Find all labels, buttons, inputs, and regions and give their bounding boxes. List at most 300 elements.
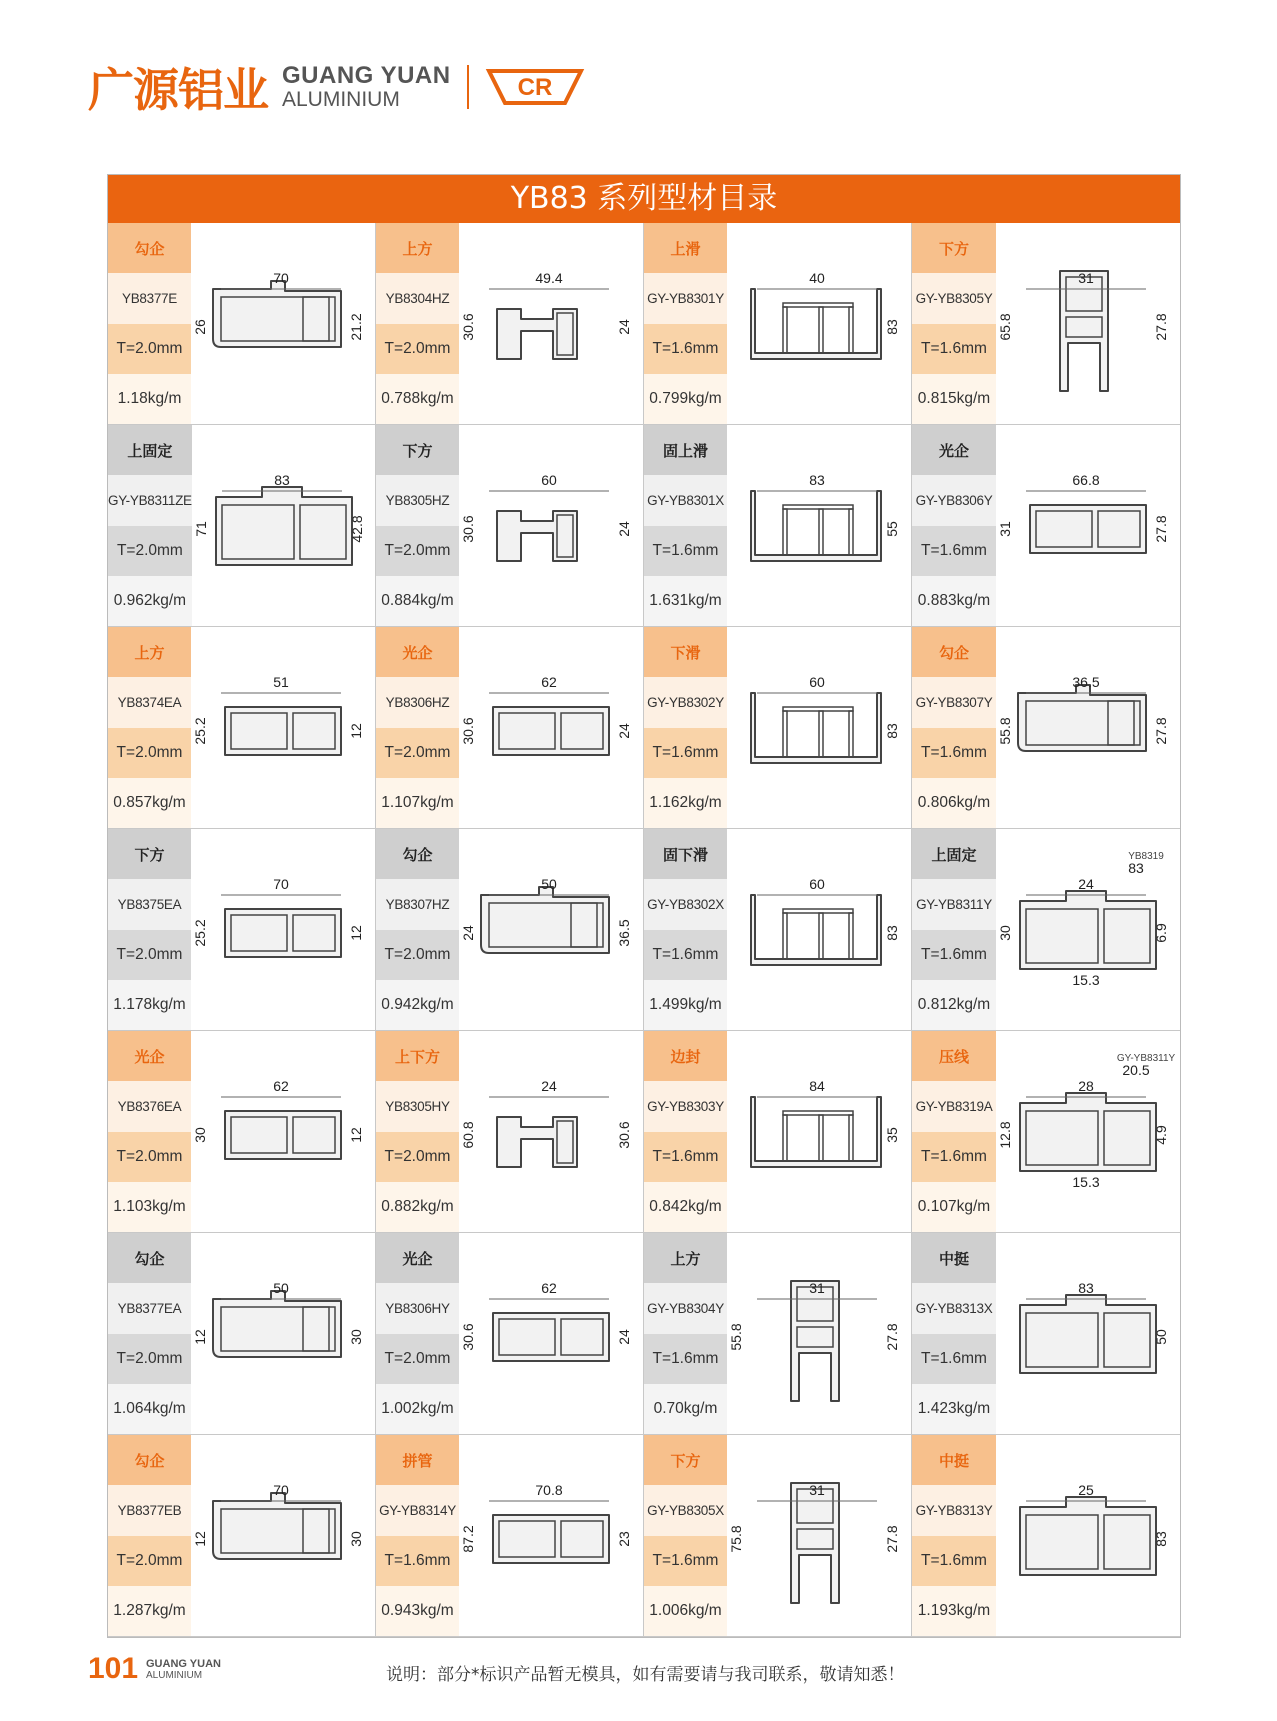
profile-outline: [213, 1291, 341, 1357]
dimension-label: 83: [884, 723, 900, 739]
profile-outline: [1018, 685, 1146, 751]
product-weight: 1.193kg/m: [912, 1586, 996, 1636]
profile-chamber: [783, 909, 853, 913]
profile-chamber: [819, 913, 823, 959]
product-info: [644, 1031, 727, 1232]
product-thickness: T=1.6mm: [644, 930, 727, 980]
product-thickness: T=1.6mm: [912, 930, 996, 980]
dimension-label: 83: [273, 472, 290, 488]
product-name: 上固定: [912, 829, 996, 879]
profile-chamber: [819, 1115, 823, 1161]
footer-brand: [146, 1658, 221, 1681]
profile-section-svg: [727, 627, 911, 829]
product-thickness: T=1.6mm: [912, 324, 996, 374]
dimension-label: 60.8: [460, 1121, 476, 1149]
dimension-label: 24: [616, 723, 632, 739]
product-name: 勾企: [108, 223, 191, 273]
dimension-label: 55.8: [997, 717, 1013, 745]
product-info: [376, 1233, 459, 1434]
product-code: YB8307HZ: [376, 879, 459, 929]
brand-divider: [467, 65, 469, 109]
profile-outline: [751, 491, 881, 561]
dimension-label: 27.8: [1153, 313, 1169, 341]
profile-section-svg: [191, 1233, 375, 1435]
product-cell: [912, 829, 1180, 1031]
dimension-label: 42.8: [348, 515, 365, 543]
product-code: YB8377EB: [108, 1485, 191, 1535]
profile-section-svg: [727, 425, 911, 627]
product-info: [108, 223, 191, 424]
dimension-label: 12: [348, 925, 364, 941]
profile-section-svg: [191, 223, 375, 425]
product-thickness: T=2.0mm: [108, 1132, 191, 1182]
profile-drawing: [996, 1031, 1180, 1232]
product-info: [376, 627, 459, 828]
product-code: GY-YB8305Y: [912, 273, 996, 323]
product-code: GY-YB8306Y: [912, 475, 996, 525]
product-weight: 0.788kg/m: [376, 374, 459, 424]
product-code: YB8305HZ: [376, 475, 459, 525]
product-weight: 1.287kg/m: [108, 1586, 191, 1636]
profile-chamber: [849, 913, 853, 959]
product-thickness: T=1.6mm: [644, 324, 727, 374]
dimension-label: 51: [273, 674, 289, 690]
dimension-label: 21.2: [348, 313, 364, 341]
profile-section-svg: [459, 1031, 643, 1233]
dimension-label: 12: [192, 1531, 208, 1547]
profile-section-svg: [996, 223, 1180, 425]
product-cell: [108, 829, 376, 1031]
dimension-label: 27.8: [1153, 717, 1169, 745]
dimension-label: 83: [1128, 860, 1144, 876]
profile-outline: [1020, 1093, 1156, 1171]
profile-section-svg: [191, 829, 375, 1031]
dimension-label: 70: [273, 270, 289, 286]
product-info: [644, 425, 727, 626]
product-cell: [912, 425, 1180, 627]
dimension-label: 70: [273, 1482, 289, 1498]
product-weight: 0.812kg/m: [912, 980, 996, 1030]
dimension-label: 50: [541, 876, 557, 892]
product-thickness: T=1.6mm: [644, 1334, 727, 1384]
profile-outline: [751, 693, 881, 763]
profile-section-svg: [192, 425, 376, 627]
profile-drawing: [459, 1435, 643, 1636]
product-weight: 0.857kg/m: [108, 778, 191, 828]
profile-section-svg: [727, 223, 911, 425]
product-name: 拼管: [376, 1435, 459, 1485]
dimension-label: 24: [1078, 876, 1094, 892]
brand-logo-text: CR: [517, 74, 552, 101]
profile-chamber: [819, 509, 823, 555]
product-thickness: T=1.6mm: [912, 1132, 996, 1182]
dimension-label: 30.6: [460, 313, 476, 341]
product-name: 光企: [912, 425, 996, 475]
profile-section-svg: [727, 1233, 911, 1435]
product-thickness: T=2.0mm: [108, 930, 191, 980]
profile-drawing: [996, 829, 1180, 1030]
product-cell: [912, 1233, 1180, 1435]
product-code: GY-YB8302Y: [644, 677, 727, 727]
brand-name-en-line2: ALUMINIUM: [282, 87, 400, 111]
product-info: [912, 1233, 996, 1434]
profile-chamber: [783, 307, 787, 353]
product-thickness: T=2.0mm: [108, 1536, 191, 1586]
product-weight: 0.70kg/m: [644, 1384, 727, 1434]
product-name: 勾企: [912, 627, 996, 677]
profile-drawing: [192, 425, 376, 626]
profile-drawing: [191, 1031, 375, 1232]
dimension-label: 49.4: [535, 270, 563, 286]
product-code: GY-YB8313X: [912, 1283, 996, 1333]
product-thickness: T=2.0mm: [108, 324, 191, 374]
product-name: 上下方: [376, 1031, 459, 1081]
profile-section-svg: [191, 1435, 375, 1637]
product-name: 下方: [108, 829, 191, 879]
product-code: GY-YB8311Y: [912, 879, 996, 929]
dimension-label: 40: [809, 270, 825, 286]
product-thickness: T=1.6mm: [912, 728, 996, 778]
dimension-label: 55.8: [728, 1323, 744, 1351]
product-name: 压线: [912, 1031, 996, 1081]
product-code: YB8377EA: [108, 1283, 191, 1333]
product-weight: 0.943kg/m: [376, 1586, 459, 1636]
product-info: [376, 425, 459, 626]
dimension-label: 30.6: [460, 1323, 476, 1351]
profile-chamber: [849, 307, 853, 353]
product-name: 上方: [108, 627, 191, 677]
profile-outline: [751, 895, 881, 965]
brand-logo-icon: [485, 61, 585, 113]
dimension-label: 62: [273, 1078, 289, 1094]
profile-section-svg: [996, 1435, 1180, 1637]
profile-chamber: [783, 509, 787, 555]
product-weight: 1.178kg/m: [108, 980, 191, 1030]
profile-drawing: [996, 1233, 1180, 1434]
product-thickness: T=2.0mm: [108, 526, 192, 576]
dimension-label: 87.2: [460, 1525, 476, 1553]
product-name: 下滑: [644, 627, 727, 677]
dimension-label: 71: [192, 521, 209, 537]
profile-drawing: [727, 223, 911, 424]
product-cell: [644, 829, 912, 1031]
product-thickness: T=1.6mm: [644, 1536, 727, 1586]
product-cell: [376, 627, 644, 829]
profile-outline: [1020, 891, 1156, 969]
product-code: GY-YB8307Y: [912, 677, 996, 727]
product-weight: 1.103kg/m: [108, 1182, 191, 1232]
product-thickness: T=1.6mm: [644, 728, 727, 778]
dimension-label: 30: [348, 1531, 364, 1547]
product-weight: 1.18kg/m: [108, 374, 191, 424]
dimension-label: 31: [809, 1280, 825, 1296]
product-grid: [108, 223, 1180, 1637]
profile-outline: [1030, 505, 1146, 553]
product-cell: [644, 1233, 912, 1435]
product-cell: [644, 1435, 912, 1637]
product-thickness: T=2.0mm: [376, 1334, 459, 1384]
product-weight: 1.423kg/m: [912, 1384, 996, 1434]
profile-outline: [1020, 1295, 1156, 1373]
dimension-label: 50: [273, 1280, 289, 1296]
product-cell: [644, 223, 912, 425]
profile-drawing: [727, 627, 911, 828]
product-cell: [376, 1435, 644, 1637]
profile-section-svg: [996, 1031, 1180, 1233]
product-info: [644, 829, 727, 1030]
product-weight: 1.162kg/m: [644, 778, 727, 828]
footer-note: 说明：部分*标识产品暂无模具，如有需要请与我司联系，敬请知悉！: [386, 1665, 905, 1685]
reference-note: YB8319: [1128, 851, 1164, 862]
product-name: 固上滑: [644, 425, 727, 475]
profile-chamber: [819, 307, 823, 353]
profile-section-svg: [459, 1233, 643, 1435]
product-weight: 1.631kg/m: [644, 576, 727, 626]
dimension-label: 24: [616, 319, 632, 335]
product-cell: [644, 425, 912, 627]
product-code: GY-YB8305X: [644, 1485, 727, 1535]
product-cell: [912, 223, 1180, 425]
product-info: [912, 627, 996, 828]
product-cell: [912, 1435, 1180, 1637]
dimension-label: 83: [1153, 1531, 1169, 1547]
product-code: YB8375EA: [108, 879, 191, 929]
profile-section-svg: [727, 829, 911, 1031]
profile-section-svg: [459, 223, 643, 425]
profile-outline: [493, 707, 609, 755]
product-weight: 1.002kg/m: [376, 1384, 459, 1434]
product-thickness: T=1.6mm: [644, 1132, 727, 1182]
product-weight: 0.883kg/m: [912, 576, 996, 626]
dimension-label: 24: [616, 1329, 632, 1345]
product-weight: 0.942kg/m: [376, 980, 459, 1030]
product-info: [376, 223, 459, 424]
dimension-label: 30: [997, 925, 1013, 941]
product-code: YB8306HY: [376, 1283, 459, 1333]
footer-brand-line1: GUANG YUAN: [146, 1658, 221, 1670]
product-weight: 0.806kg/m: [912, 778, 996, 828]
dimension-label: 30: [192, 1127, 208, 1143]
product-name: 上固定: [108, 425, 192, 475]
product-weight: 0.107kg/m: [912, 1182, 996, 1232]
dimension-label: 15.3: [1072, 972, 1100, 988]
dimension-label: 62: [541, 1280, 557, 1296]
product-code: GY-YB8313Y: [912, 1485, 996, 1535]
dimension-label: 30.6: [460, 515, 476, 543]
brand-name-cn: 广源铝业: [88, 63, 268, 117]
dimension-label: 50: [1153, 1329, 1169, 1345]
product-code: GY-YB8319A: [912, 1081, 996, 1131]
product-code: YB8374EA: [108, 677, 191, 727]
product-cell: [376, 223, 644, 425]
product-info: [108, 1031, 191, 1232]
product-info: [108, 627, 191, 828]
product-name: 固下滑: [644, 829, 727, 879]
product-name: 光企: [108, 1031, 191, 1081]
product-cell: [108, 1233, 376, 1435]
product-cell: [912, 627, 1180, 829]
profile-drawing: [727, 425, 911, 626]
product-code: GY-YB8311ZE: [108, 475, 192, 525]
product-weight: 0.884kg/m: [376, 576, 459, 626]
product-info: [376, 1031, 459, 1232]
dimension-label: 30.6: [616, 1121, 632, 1149]
product-code: GY-YB8304Y: [644, 1283, 727, 1333]
dimension-label: 62: [541, 674, 557, 690]
profile-drawing: [727, 1435, 911, 1636]
brand-header: [88, 52, 585, 122]
product-cell: [108, 1031, 376, 1233]
profile-outline: [493, 1515, 609, 1563]
dimension-label: 27.8: [884, 1525, 900, 1553]
product-thickness: T=2.0mm: [376, 526, 459, 576]
product-info: [912, 425, 996, 626]
dimension-label: 65.8: [997, 313, 1013, 341]
dimension-label: 60: [809, 674, 825, 690]
product-info: [912, 1435, 996, 1636]
product-cell: [376, 1031, 644, 1233]
profile-section-svg: [996, 1233, 1180, 1435]
product-name: 勾企: [108, 1435, 191, 1485]
profile-chamber: [783, 505, 853, 509]
dimension-label: 30: [348, 1329, 364, 1345]
profile-outline: [216, 487, 352, 565]
profile-outline: [497, 309, 577, 359]
profile-outline: [1020, 1497, 1156, 1575]
product-name: 勾企: [376, 829, 459, 879]
dimension-label: 15.3: [1072, 1174, 1100, 1190]
profile-outline: [225, 909, 341, 957]
product-info: [376, 1435, 459, 1636]
product-info: [644, 223, 727, 424]
product-thickness: T=2.0mm: [376, 324, 459, 374]
product-thickness: T=2.0mm: [108, 728, 191, 778]
product-thickness: T=2.0mm: [376, 1132, 459, 1182]
product-cell: [644, 627, 912, 829]
profile-drawing: [459, 627, 643, 828]
profile-chamber: [849, 711, 853, 757]
product-weight: 1.107kg/m: [376, 778, 459, 828]
product-code: GY-YB8302X: [644, 879, 727, 929]
product-name: 勾企: [108, 1233, 191, 1283]
product-thickness: T=2.0mm: [376, 930, 459, 980]
profile-outline: [481, 887, 609, 953]
profile-outline: [497, 1117, 577, 1167]
product-name: 上滑: [644, 223, 727, 273]
profile-drawing: [727, 1233, 911, 1434]
dimension-label: 4.9: [1153, 1125, 1169, 1145]
product-name: 下方: [644, 1435, 727, 1485]
dimension-label: 25.2: [192, 919, 208, 947]
dimension-label: 24: [616, 521, 632, 537]
dimension-label: 25.2: [192, 717, 208, 745]
profile-chamber: [783, 711, 787, 757]
dimension-label: 28: [1078, 1078, 1094, 1094]
product-catalog: [107, 174, 1181, 1638]
profile-outline: [493, 1313, 609, 1361]
profile-section-svg: [459, 829, 643, 1031]
profile-section-svg: [191, 1031, 375, 1233]
footer-brand-line2: ALUMINIUM: [146, 1670, 203, 1682]
product-code: GY-YB8301Y: [644, 273, 727, 323]
product-name: 上方: [376, 223, 459, 273]
profile-chamber: [783, 303, 853, 307]
profile-drawing: [727, 1031, 911, 1232]
brand-name-en-line1: GUANG YUAN: [282, 62, 451, 90]
product-info: [108, 425, 192, 626]
dimension-label: 35: [884, 1127, 900, 1143]
profile-chamber: [783, 1111, 853, 1115]
product-code: YB8377E: [108, 273, 191, 323]
profile-drawing: [459, 829, 643, 1030]
profile-outline: [225, 707, 341, 755]
product-cell: [108, 1435, 376, 1637]
product-info: [108, 1233, 191, 1434]
product-name: 上方: [644, 1233, 727, 1283]
profile-drawing: [191, 1233, 375, 1434]
product-code: YB8305HY: [376, 1081, 459, 1131]
product-thickness: T=1.6mm: [912, 1536, 996, 1586]
dimension-label: 27.8: [884, 1323, 900, 1351]
product-info: [108, 829, 191, 1030]
page-number: 101: [88, 1652, 139, 1685]
reference-note: GY-YB8311Y: [1116, 1053, 1176, 1064]
dimension-label: 66.8: [1072, 472, 1100, 488]
dimension-label: 83: [1078, 1280, 1094, 1296]
profile-drawing: [996, 425, 1180, 626]
catalog-title: YB83 系列型材目录: [108, 175, 1180, 223]
product-name: 中挺: [912, 1233, 996, 1283]
profile-drawing: [191, 1435, 375, 1636]
product-info: [912, 829, 996, 1030]
product-code: GY-YB8303Y: [644, 1081, 727, 1131]
product-code: GY-YB8301X: [644, 475, 727, 525]
profile-drawing: [191, 627, 375, 828]
product-weight: 0.962kg/m: [108, 576, 192, 626]
product-cell: [108, 425, 376, 627]
dimension-label: 36.5: [616, 919, 632, 947]
product-thickness: T=1.6mm: [912, 526, 996, 576]
profile-outline: [225, 1111, 341, 1159]
product-code: YB8304HZ: [376, 273, 459, 323]
product-cell: [912, 1031, 1180, 1233]
product-weight: 1.006kg/m: [644, 1586, 727, 1636]
dimension-label: 26: [192, 319, 208, 335]
product-cell: [376, 1233, 644, 1435]
brand-name-en: [282, 63, 451, 110]
profile-chamber: [783, 1115, 787, 1161]
profile-section-svg: [996, 829, 1180, 1031]
product-name: 光企: [376, 627, 459, 677]
dimension-label: 25: [1078, 1482, 1094, 1498]
dimension-label: 36.5: [1072, 674, 1100, 690]
product-code: GY-YB8314Y: [376, 1485, 459, 1535]
product-weight: 1.064kg/m: [108, 1384, 191, 1434]
product-thickness: T=2.0mm: [376, 728, 459, 778]
profile-chamber: [849, 509, 853, 555]
product-code: YB8376EA: [108, 1081, 191, 1131]
profile-outline: [751, 1097, 881, 1167]
product-thickness: T=2.0mm: [108, 1334, 191, 1384]
product-cell: [644, 1031, 912, 1233]
dimension-label: 60: [809, 876, 825, 892]
profile-drawing: [459, 223, 643, 424]
profile-outline: [497, 511, 577, 561]
dimension-label: 31: [809, 1482, 825, 1498]
dimension-label: 6.9: [1153, 923, 1169, 943]
profile-drawing: [996, 223, 1180, 424]
dimension-label: 12: [348, 723, 364, 739]
